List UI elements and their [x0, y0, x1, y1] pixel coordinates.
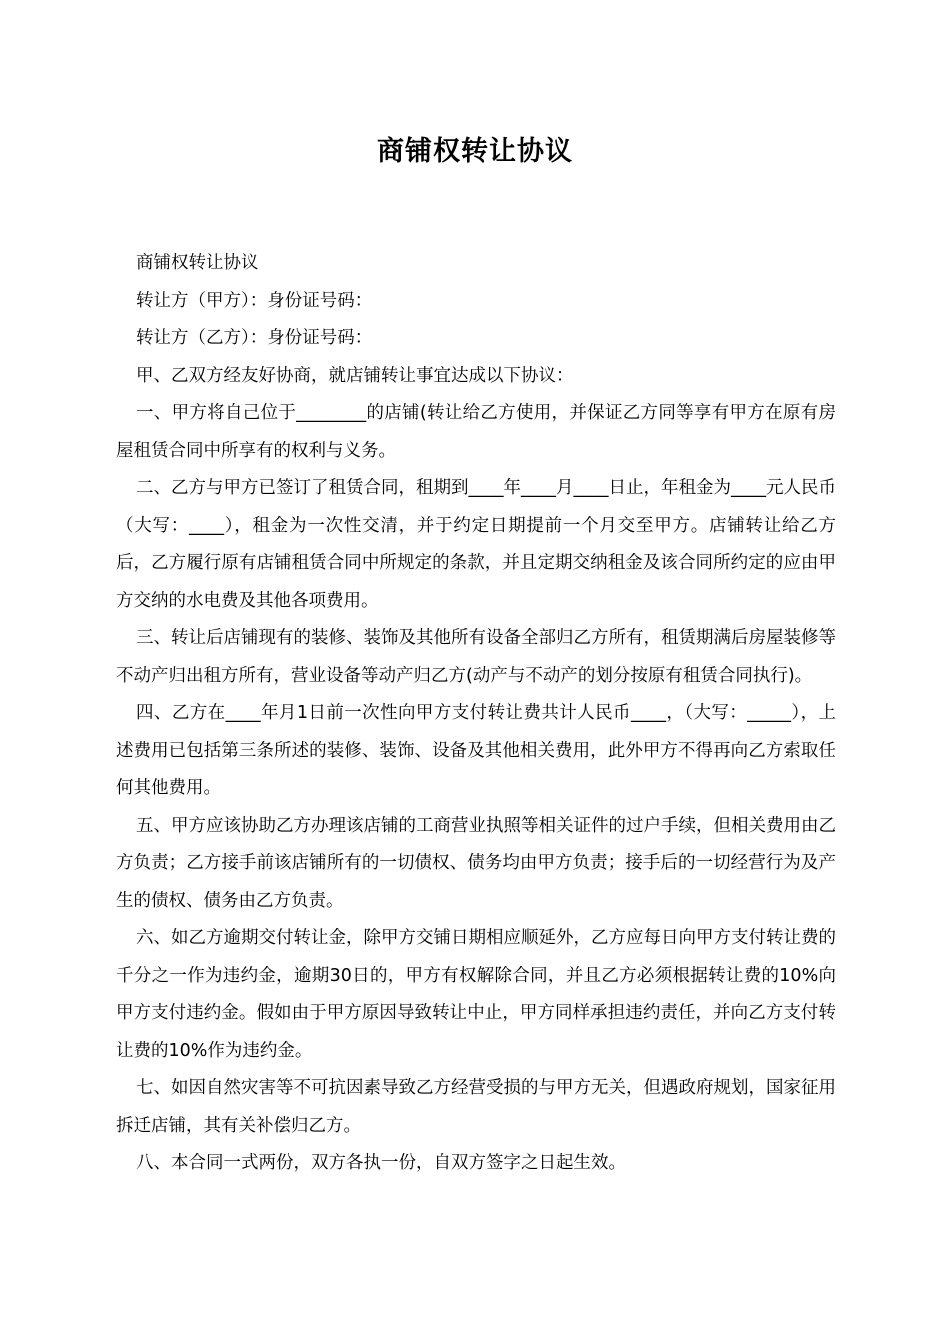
paragraph-clause-7: 七、如因自然灾害等不可抗因素导致乙方经营受损的与甲方无关，但遇政府规划，国家征用拆迁店铺，其有关补偿归乙方。	[116, 1078, 836, 1136]
paragraph-party-a: 转让方（甲方）：身份证号码：	[136, 290, 373, 311]
paragraph-preamble: 甲、乙双方经友好协商，就店铺转让事宜达成以下协议：	[136, 365, 574, 386]
paragraph-clause-8: 八、本合同一式两份，双方各执一份，自双方签字之日起生效。	[136, 1153, 626, 1173]
paragraph-clause-4: 四、乙方在____年月1日前一次性向甲方支付转让费共计人民币____，（大写：_____），上述费用已包括第三条所述的装修、装饰、设备及其他相关费用，此外甲方不得再向乙方索取任何其他费用。	[116, 703, 836, 798]
paragraph-party-b: 转让方（乙方）：身份证号码：	[136, 328, 373, 348]
paragraph-clause-2: 二、乙方与甲方已签订了租赁合同，租期到____年____月____日止，年租金为____元人民币（大写：____），租金为一次性交清，并于约定日期提前一个月交至甲方。店铺转让给乙方后，乙方履行原有店铺租赁合同中所规定的条款，并且定期交纳租金及该合同所约定的应由甲方交纳的水电费及其他各项费用。	[116, 478, 836, 611]
paragraph-clause-3: 三、转让后店铺现有的装修、装饰及其他所有设备全部归乙方所有，租赁期满后房屋装修等不动产归出租方所有，营业设备等动产归乙方(动产与不动产的划分按原有租赁合同执行)。	[116, 628, 836, 686]
document-title: 商铺权转让协议	[377, 136, 573, 167]
document-body	[116, 245, 836, 1183]
paragraph-clause-6: 六、如乙方逾期交付转让金，除甲方交铺日期相应顺延外，乙方应每日向甲方支付转让费的千分之一作为违约金，逾期30日的，甲方有权解除合同，并且乙方必须根据转让费的10%向甲方支付违约金。假如由于甲方原因导致转让中止，甲方同样承担违约责任，并向乙方支付转让费的10%作为违约金。	[116, 928, 836, 1061]
paragraph-clause-5: 五、甲方应该协助乙方办理该店铺的工商营业执照等相关证件的过户手续，但相关费用由乙方负责；乙方接手前该店铺所有的一切债权、债务均由甲方负责；接手后的一切经营行为及产生的债权、债务由乙方负责。	[116, 815, 836, 911]
paragraph-clause-1: 一、甲方将自己位于________的店铺(转让给乙方使用，并保证乙方同等享有甲方在原有房屋租赁合同中所享有的权利与义务。	[116, 403, 836, 461]
paragraph-heading: 商铺权转让协议	[136, 253, 259, 273]
